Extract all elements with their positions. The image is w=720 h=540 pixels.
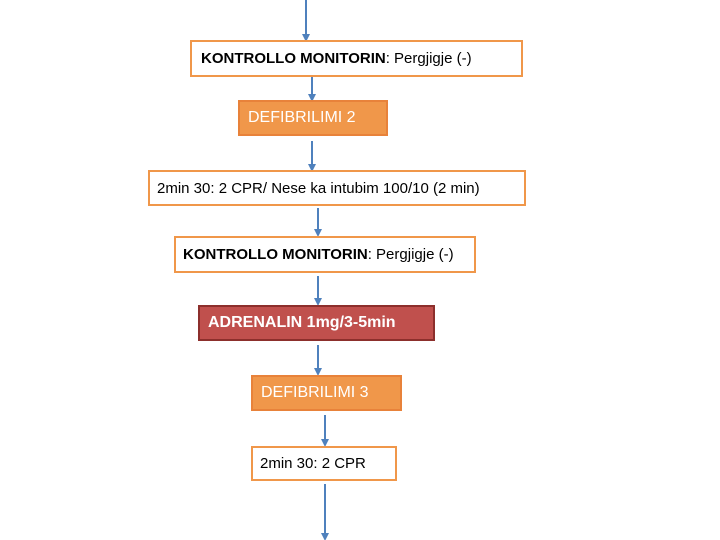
check-monitor-step-2 xyxy=(174,236,476,273)
check-monitor-step-1 xyxy=(190,40,523,77)
step-label: DEFIBRILIMI 2 xyxy=(248,109,356,126)
step-label: : Pergjigje (-) xyxy=(367,246,454,263)
step-label: 2min 30: 2 CPR xyxy=(260,455,366,472)
step-label: : Pergjigje (-) xyxy=(385,50,472,67)
cpr-intubation-step xyxy=(148,170,526,206)
defibrillation-step-3 xyxy=(251,375,402,411)
step-label-bold: KONTROLLO MONITORIN xyxy=(201,50,386,67)
cpr-step xyxy=(251,446,397,481)
step-label: ADRENALIN 1mg/3-5min xyxy=(208,314,396,331)
step-label: DEFIBRILIMI 3 xyxy=(261,384,369,401)
step-label-bold: KONTROLLO MONITORIN xyxy=(183,246,368,263)
adrenaline-step xyxy=(198,305,435,341)
step-label: 2min 30: 2 CPR/ Nese ka intubim 100/10 (2 min) xyxy=(157,179,480,197)
defibrillation-step-2 xyxy=(238,100,388,136)
